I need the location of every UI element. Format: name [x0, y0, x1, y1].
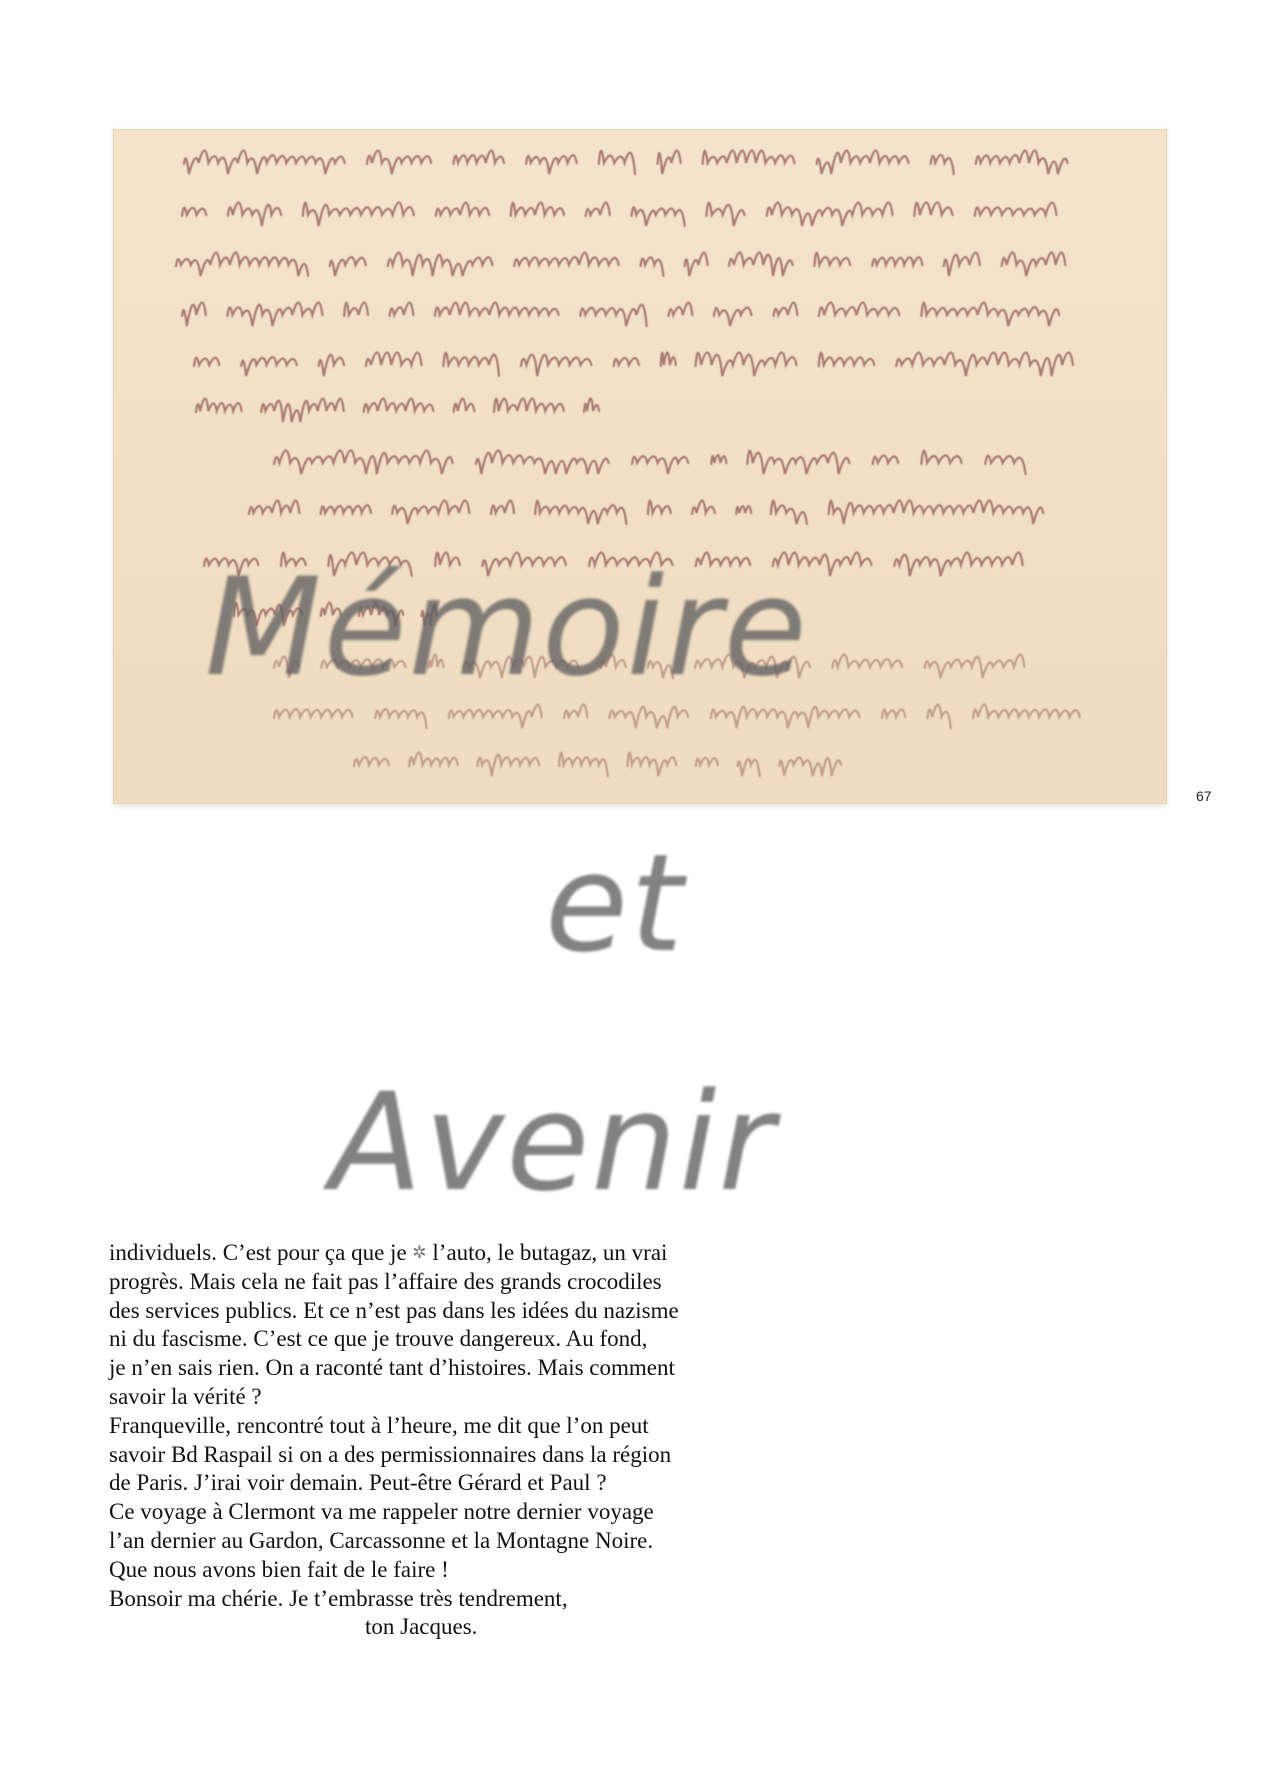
- handwritten-word: [454, 399, 475, 413]
- handwritten-word: [274, 709, 353, 718]
- handwritten-word: [241, 357, 297, 376]
- handwritten-word: [228, 203, 281, 227]
- handwritten-word: [535, 501, 626, 524]
- handwritten-word: [601, 655, 626, 669]
- handwritten-word: [435, 303, 559, 317]
- handwritten-word: [696, 553, 750, 567]
- handwritten-word: [194, 358, 219, 366]
- handwritten-word: [928, 705, 951, 729]
- handwritten-word: [330, 257, 366, 276]
- letter-transcription: [109, 1239, 789, 1642]
- handwritten-word: [375, 709, 426, 728]
- handwritten-word: [819, 303, 899, 317]
- handwritten-word: [1002, 253, 1066, 277]
- handwritten-word: [319, 355, 344, 376]
- handwritten-word: [482, 553, 565, 577]
- handwritten-word: [586, 203, 610, 217]
- handwritten-word: [344, 303, 368, 317]
- handwritten-word: [641, 257, 664, 276]
- handwritten-word: [589, 553, 672, 567]
- handwritten-word: [736, 506, 751, 514]
- handwritten-word: [526, 155, 577, 174]
- handwritten-word: [476, 451, 609, 475]
- handwritten-word: [599, 151, 635, 174]
- handwritten-word: [814, 253, 850, 266]
- handwritten-word: [738, 759, 760, 776]
- handwritten-word: [767, 203, 893, 227]
- transcription-line: je n’en sais rien. On a raconté tant d’histoires. Mais comment: [109, 1355, 675, 1381]
- handwritten-word: [711, 707, 860, 728]
- transcription-line: Bonsoir ma chérie. Je t’embrasse très tendrement,: [109, 1585, 568, 1611]
- handwritten-word: [359, 603, 403, 627]
- handwritten-word: [832, 655, 902, 669]
- handwritten-word: [436, 203, 489, 217]
- illegible-word-mark: ✲: [412, 1243, 427, 1263]
- watermark-avenir: Avenir: [330, 1064, 776, 1221]
- handwritten-word: [184, 151, 345, 175]
- handwritten-word: [366, 353, 422, 367]
- handwritten-word: [747, 451, 849, 474]
- handwritten-word: [610, 707, 689, 728]
- handwritten-word: [692, 501, 715, 515]
- transcription-line: progrès. Mais cela ne fait pas l’affaire des grands crocodiles: [109, 1268, 662, 1294]
- handwritten-word: [944, 253, 980, 277]
- handwritten-word: [771, 501, 807, 524]
- handwritten-word: [281, 553, 306, 566]
- transcription-line-end: l’auto, le butagaz, un vrai: [426, 1240, 668, 1265]
- handwritten-word: [227, 303, 322, 327]
- handwritten-word: [182, 303, 206, 327]
- handwritten-word: [234, 603, 302, 626]
- handwritten-word: [494, 399, 564, 413]
- handwritten-letter-image: [114, 130, 1166, 803]
- handwritten-word: [714, 308, 752, 326]
- handwritten-word: [274, 657, 299, 678]
- handwriting-scribbles: [114, 130, 1166, 803]
- watermark-et: et: [545, 825, 685, 982]
- handwritten-word: [696, 758, 718, 766]
- handwritten-word: [975, 203, 1057, 217]
- handwritten-word: [872, 257, 922, 266]
- handwritten-word: [614, 358, 639, 366]
- handwritten-word: [328, 553, 411, 577]
- handwritten-word: [409, 753, 458, 767]
- handwritten-word: [914, 203, 952, 217]
- handwritten-word: [703, 151, 795, 165]
- handwritten-word: [779, 758, 841, 776]
- transcription-line: l’an dernier au Gardon, Carcassonne et la Montagne Noire.: [109, 1527, 654, 1553]
- handwritten-word: [274, 451, 453, 475]
- handwritten-word: [729, 253, 793, 277]
- handwritten-word: [829, 501, 1043, 525]
- handwritten-word: [584, 399, 599, 413]
- handwritten-word: [896, 353, 1073, 377]
- handwritten-word: [685, 253, 708, 277]
- handwritten-word: [367, 151, 431, 175]
- handwritten-word: [711, 455, 726, 464]
- handwritten-word: [204, 558, 258, 576]
- handwritten-word: [648, 501, 671, 514]
- handwritten-word: [661, 353, 676, 367]
- handwritten-word: [303, 203, 414, 227]
- handwritten-word: [491, 501, 514, 515]
- handwritten-word: [511, 203, 564, 217]
- handwritten-word: [249, 501, 299, 515]
- handwritten-word: [706, 203, 744, 226]
- handwritten-word: [976, 151, 1068, 175]
- transcription-line: ni du fascisme. C’est ce que je trouve dangereux. Au fond,: [109, 1326, 648, 1352]
- handwritten-word: [973, 705, 1080, 719]
- handwritten-word: [648, 661, 673, 678]
- handwritten-word: [435, 553, 460, 567]
- handwritten-word: [632, 207, 685, 226]
- handwritten-word: [321, 659, 405, 668]
- handwritten-word: [695, 655, 810, 679]
- transcription-line: savoir la vérité ?: [109, 1383, 262, 1409]
- transcription-line: de Paris. J’irai voir demain. Peut-être Gérard et Paul ?: [109, 1470, 607, 1496]
- handwritten-word: [321, 505, 371, 514]
- handwritten-word: [882, 709, 905, 718]
- page-number: 67: [1196, 788, 1212, 804]
- handwritten-word: [559, 753, 608, 776]
- handwritten-word: [658, 151, 681, 175]
- handwritten-word: [176, 253, 308, 277]
- handwritten-word: [894, 553, 1022, 577]
- handwritten-word: [354, 757, 389, 766]
- handwritten-word: [564, 705, 587, 719]
- handwritten-word: [514, 253, 619, 267]
- handwritten-word: [925, 655, 1025, 679]
- handwritten-word: [580, 305, 646, 326]
- transcription-line: Que nous avons bien fait de le faire !: [109, 1556, 449, 1582]
- handwritten-word: [873, 456, 899, 464]
- handwritten-word: [921, 451, 961, 464]
- handwritten-word: [773, 553, 872, 577]
- handwritten-word: [454, 151, 505, 165]
- transcription-line: Ce voyage à Clermont va me rappeler notre dernier voyage: [109, 1499, 654, 1525]
- transcription-line: des services publics. Et ce n’est pas dans les idées du nazisme: [109, 1297, 679, 1323]
- transcription-line-start: individuels. C’est pour ça que je: [109, 1240, 413, 1265]
- handwritten-word: [449, 705, 542, 729]
- handwritten-word: [392, 501, 469, 525]
- handwritten-word: [464, 657, 579, 678]
- handwritten-word: [627, 753, 676, 776]
- handwritten-word: [390, 303, 414, 317]
- transcription-line: Franqueville, rencontré tout à l’heure, me dit que l’on peut: [109, 1412, 649, 1438]
- handwritten-word: [196, 399, 242, 413]
- handwritten-word: [819, 353, 875, 366]
- handwritten-word: [774, 303, 798, 317]
- transcription-line: [109, 1239, 789, 1268]
- handwritten-word: [261, 399, 344, 423]
- watermark-memoire: Mémoire: [205, 549, 809, 706]
- handwritten-word: [921, 303, 1059, 327]
- handwritten-word: [696, 353, 797, 377]
- handwritten-word: [388, 253, 493, 277]
- handwritten-word: [321, 603, 341, 617]
- handwritten-word: [985, 456, 1025, 474]
- handwritten-word: [477, 755, 539, 776]
- handwritten-word: [521, 355, 592, 376]
- handwritten-word: [817, 151, 909, 175]
- handwritten-word: [422, 605, 437, 626]
- handwritten-word: [931, 155, 954, 174]
- handwritten-word: [182, 208, 206, 216]
- transcription-line: savoir Bd Raspail si on a des permissionnaires dans la région: [109, 1441, 672, 1467]
- handwritten-word: [443, 353, 499, 376]
- handwritten-word: [632, 456, 688, 474]
- handwritten-word: [669, 303, 693, 317]
- signature: ton Jacques.: [365, 1614, 478, 1640]
- handwritten-word: [428, 655, 443, 669]
- handwritten-word: [364, 399, 434, 413]
